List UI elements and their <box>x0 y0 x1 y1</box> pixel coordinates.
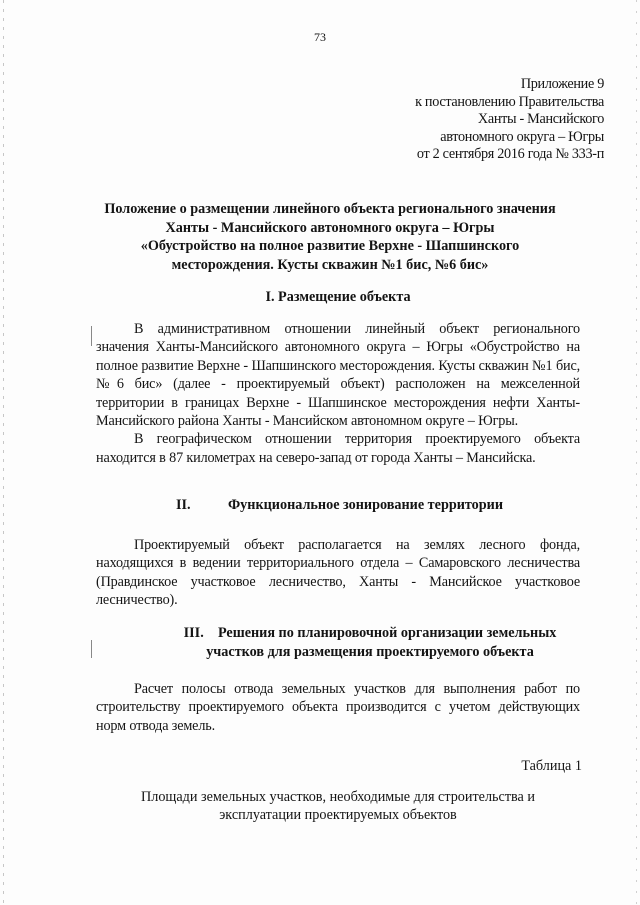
section-3-title: Решения по планировочной организации земельных <box>217 625 557 641</box>
section-2-body <box>96 536 580 610</box>
section-3-number: III. <box>183 625 204 641</box>
paragraph: Расчет полосы отвода земельных участков для выполнения работ по строительству проектируемого объекта производится с учетом действующих норм отвода земель. <box>96 681 580 734</box>
appendix-region-line: Ханты - Мансийского <box>477 111 604 128</box>
title-line: «Обустройство на полное развитие Верхне - Шапшинского <box>140 238 520 255</box>
table-caption-line: эксплуатации проектируемых объектов <box>219 807 457 824</box>
title-line: Положение о размещении линейного объекта регионального значения <box>104 201 556 217</box>
table-caption-line: Площади земельных участков, необходимые для строительства и <box>141 789 535 805</box>
section-3-title-line: участков для размещения проектируемого объекта <box>206 643 534 660</box>
section-1-heading: I. Размещение объекта <box>265 289 411 305</box>
table-caption <box>96 788 580 825</box>
appendix-resolution: к постановлению Правительства <box>415 93 604 110</box>
scan-left-edge <box>3 0 4 905</box>
page-number: 73 <box>314 30 326 44</box>
document-title <box>70 200 590 274</box>
section-3-heading <box>150 624 590 661</box>
appendix-date: от 2 сентября 2016 года № 333-п <box>416 146 604 163</box>
appendix-block <box>344 76 604 164</box>
section-2-heading <box>176 496 556 515</box>
section-2-title: Функциональное зонирование территории <box>228 497 504 513</box>
paragraph: Проектируемый объект располагается на землях лесного фонда, находящихся в ведении территориального отдела – Самаровского лесничества (Правдинское участковое лесничество, Ханты - Мансийское участковое лесничество). <box>96 537 580 609</box>
section-3-title-line <box>150 624 590 643</box>
margin-mark <box>91 640 92 658</box>
margin-mark <box>91 326 92 346</box>
title-line: месторождения. Кусты скважин №1 бис, №6 бис» <box>171 256 489 273</box>
paragraph: В географическом отношении территория проектируемого объекта находится в 87 километрах на северо-запад от города Ханты – Мансийска. <box>96 431 580 466</box>
section-2-number: II. <box>176 497 191 513</box>
section-1-body <box>96 320 580 467</box>
table-label: Таблица 1 <box>521 758 582 774</box>
appendix-number: Приложение 9 <box>520 76 604 92</box>
paragraph: В административном отношении линейный объект регионального значения Ханты-Мансийского автономного округа – Югры «Обустройство на полное развитие Верхне - Шапшинского месторождения. Кусты скважин №1 бис, №6 бис» (далее - проектируемый объект) расположен на межселенной территории в границах Верхне - Шапшинское месторождения нефти Ханты-Мансийского района Ханты - Мансийском автономном округе – Югры. <box>96 321 580 430</box>
scan-right-edge <box>636 0 637 905</box>
title-line: Ханты - Мансийского автономного округа – Югры <box>165 219 495 236</box>
appendix-okrug-line: автономного округа – Югры <box>440 128 604 145</box>
section-3-body <box>96 680 580 735</box>
